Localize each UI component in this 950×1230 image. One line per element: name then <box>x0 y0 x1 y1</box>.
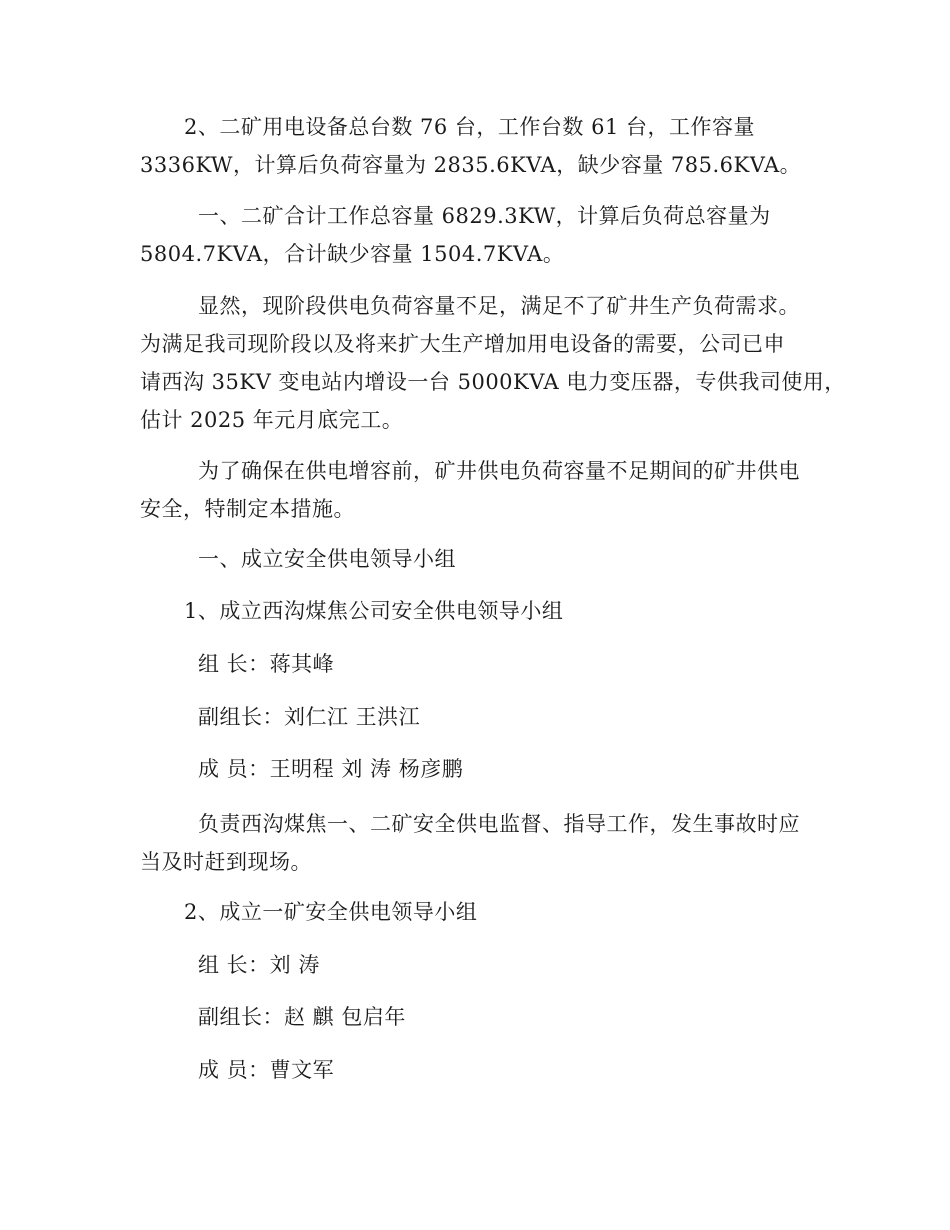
subheading-mine1-group <box>140 893 810 931</box>
text-line: 一、二矿合计工作总容量 6829.3KW，计算后负荷总容量为 <box>198 204 771 228</box>
text-line: 1、成立西沟煤焦公司安全供电领导小组 <box>184 599 564 623</box>
text-line: 负责西沟煤焦一、二矿安全供电监督、指导工作，发生事故时应 <box>198 812 800 836</box>
text-line: 5804.7KVA，合计缺少容量 1504.7KVA。 <box>140 242 565 266</box>
text-line: 显然，现阶段供电负荷容量不足，满足不了矿井生产负荷需求。 <box>198 294 800 318</box>
text-line: 成 员：王明程 刘 涛 杨彦鹏 <box>198 757 464 781</box>
text-line: 请西沟 35KV 变电站内增设一台 5000KVA 电力变压器，专供我司使用， <box>140 370 846 394</box>
section-heading-leadership <box>140 540 810 578</box>
paragraph-responsibility <box>140 805 810 881</box>
paragraph-total-capacity <box>140 197 810 273</box>
members-mine1 <box>140 1051 810 1089</box>
deputy-leader-company <box>140 698 810 736</box>
text-line: 2、二矿用电设备总台数 76 台，工作台数 61 台，工作容量 <box>184 115 756 139</box>
text-line: 副组长：赵 麒 包启年 <box>198 1005 406 1029</box>
group-leader-company <box>140 645 810 683</box>
text-line: 组 长：刘 涛 <box>198 953 320 977</box>
deputy-leader-mine1 <box>140 998 810 1036</box>
text-line: 为了确保在供电增容前，矿井供电负荷容量不足期间的矿井供电 <box>198 459 800 483</box>
text-line: 一、成立安全供电领导小组 <box>198 547 456 571</box>
text-line: 3336KW，计算后负荷容量为 2835.6KVA，缺少容量 785.6KVA。 <box>140 153 802 177</box>
paragraph-mine2-equipment <box>140 108 810 184</box>
subheading-company-group <box>140 592 810 630</box>
paragraph-capacity-shortage <box>140 287 846 439</box>
paragraph-purpose <box>140 452 810 528</box>
text-line: 成 员：曹文军 <box>198 1058 335 1082</box>
members-company <box>140 750 810 788</box>
text-line: 副组长：刘仁江 王洪江 <box>198 705 421 729</box>
text-line: 安全，特制定本措施。 <box>140 497 355 521</box>
text-line: 为满足我司现阶段以及将来扩大生产增加用电设备的需要，公司已申 <box>140 332 785 356</box>
group-leader-mine1 <box>140 946 810 984</box>
text-line: 估计 2025 年元月底完工。 <box>140 408 404 432</box>
text-line: 当及时赶到现场。 <box>140 850 312 874</box>
text-line: 组 长：蒋其峰 <box>198 652 335 676</box>
text-line: 2、成立一矿安全供电领导小组 <box>184 900 478 924</box>
